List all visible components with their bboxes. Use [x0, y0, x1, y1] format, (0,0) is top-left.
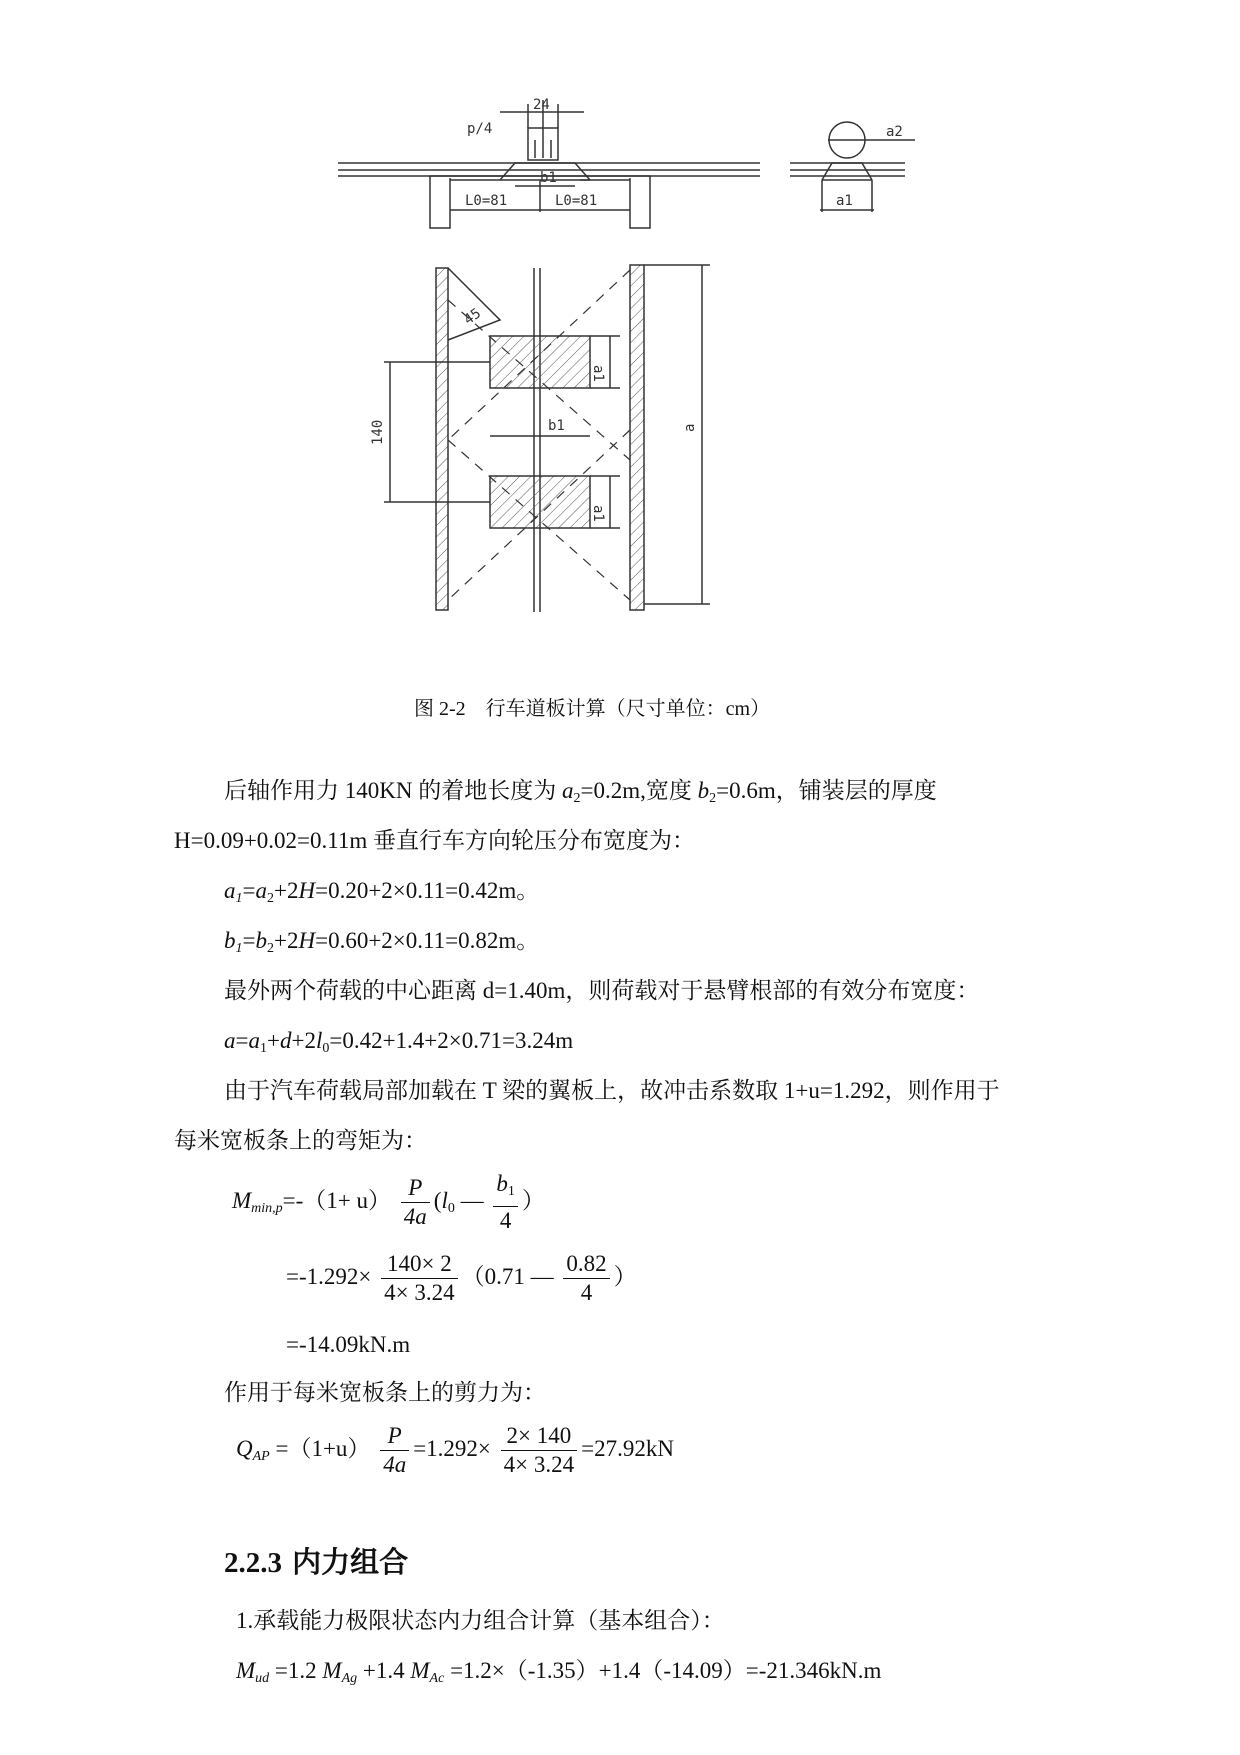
equation-moment-substituted: =-1.292× $\frac{140\times 2}{4\times 3.24}$ （0.71 — $\frac{0.82}{4}$ ） [286, 1251, 637, 1305]
fraction-b1-over-4: $\frac{b_1}{4}$ [493, 1170, 518, 1235]
paragraph-3-line-2: 每米宽板条上的弯矩为： [174, 1128, 427, 1153]
label-a-total: a [682, 423, 698, 432]
equation-a: $a=a_1+d+2l_0=0.42+1.4+2\times 0.71=3.24m$ [224, 1028, 574, 1056]
label-p4: p/4 [467, 121, 493, 137]
figure-2-2-drawing [0, 0, 1240, 640]
list-item-1: 1.承载能力极限状态内力组合计算（基本组合）： [236, 1608, 725, 1633]
label-l0-right: L0=81 [555, 193, 598, 209]
equation-mud: $M_{ud} =1.2$ $M_{Ag} +1.4$ $M_{Ac} =1.2\times(-1.35)+1.4(-14.09)=-21.346kN.m$ [236, 1658, 882, 1686]
label-45-degree: 45 [461, 305, 485, 329]
label-b1-top: b1 [540, 170, 557, 186]
paragraph-3-line-1: 由于汽车荷载局部加载在 T 梁的翼板上，故冲击系数取 1+u=1.292，则作用于 [224, 1078, 1000, 1103]
equation-moment: $M_{min,p}=-(1+ u)$ $\frac{P}{4a}$ ($l_0$ — $\frac{b_1}{4}$ ） [232, 1171, 545, 1233]
equation-shear: $Q_{AP} =(1+u)$ $\frac{P}{4a}$ =1.292× $\frac{2\times 140}{4\times 3.24}$ =27.92kN [236, 1423, 674, 1477]
fraction-shear-p-over-4a: $\frac{P}{4a}$ [380, 1422, 409, 1479]
equation-b1: $b_1=b_2+2H=0.60+2\times 0.11=0.82m$。 [224, 928, 540, 956]
label-dim-24: 24 [533, 97, 550, 113]
fraction-shear-values: $\frac{2\times 140}{4\times 3.24}$ [501, 1422, 577, 1479]
figure-caption: 图 2-2 行车道板计算（尺寸单位：cm） [414, 698, 771, 720]
fraction-b1-value: $\frac{0.82}{4}$ [563, 1250, 609, 1307]
label-b1-plan: b1 [548, 418, 565, 434]
fraction-p-over-4a: $\frac{P}{4a}$ [401, 1174, 430, 1231]
paragraph-1-line-2: H=0.09+0.02=0.11m 垂直行车方向轮压分布宽度为： [174, 828, 696, 853]
paragraph-1-line-1: 后轴作用力 140KN 的着地长度为 $a_2=0.2m$,宽度 $b_2=0.6m$，铺装层的厚度 [224, 778, 937, 806]
label-a2: a2 [886, 124, 903, 140]
label-l0-left: L0=81 [465, 193, 508, 209]
section-heading: 2.2.3 内力组合 [224, 1545, 409, 1579]
fraction-load: $\frac{140\times 2}{4\times 3.24}$ [381, 1250, 457, 1307]
paragraph-2: 最外两个荷载的中心距离 d=1.40m，则荷载对于悬臂根部的有效分布宽度： [224, 978, 980, 1003]
paragraph-4: 作用于每米宽板条上的剪力为： [224, 1380, 546, 1405]
label-a1-upper: a1 [590, 365, 606, 382]
equation-a1: $a_1=a_2+2H=0.20+2\times 0.11=0.42m$。 [224, 878, 540, 906]
label-a1-lower: a1 [590, 505, 606, 522]
label-dim-140: 140 [370, 419, 386, 445]
label-a1-detail: a1 [836, 193, 853, 209]
equation-moment-result: =-14.09kN.m [286, 1332, 411, 1357]
